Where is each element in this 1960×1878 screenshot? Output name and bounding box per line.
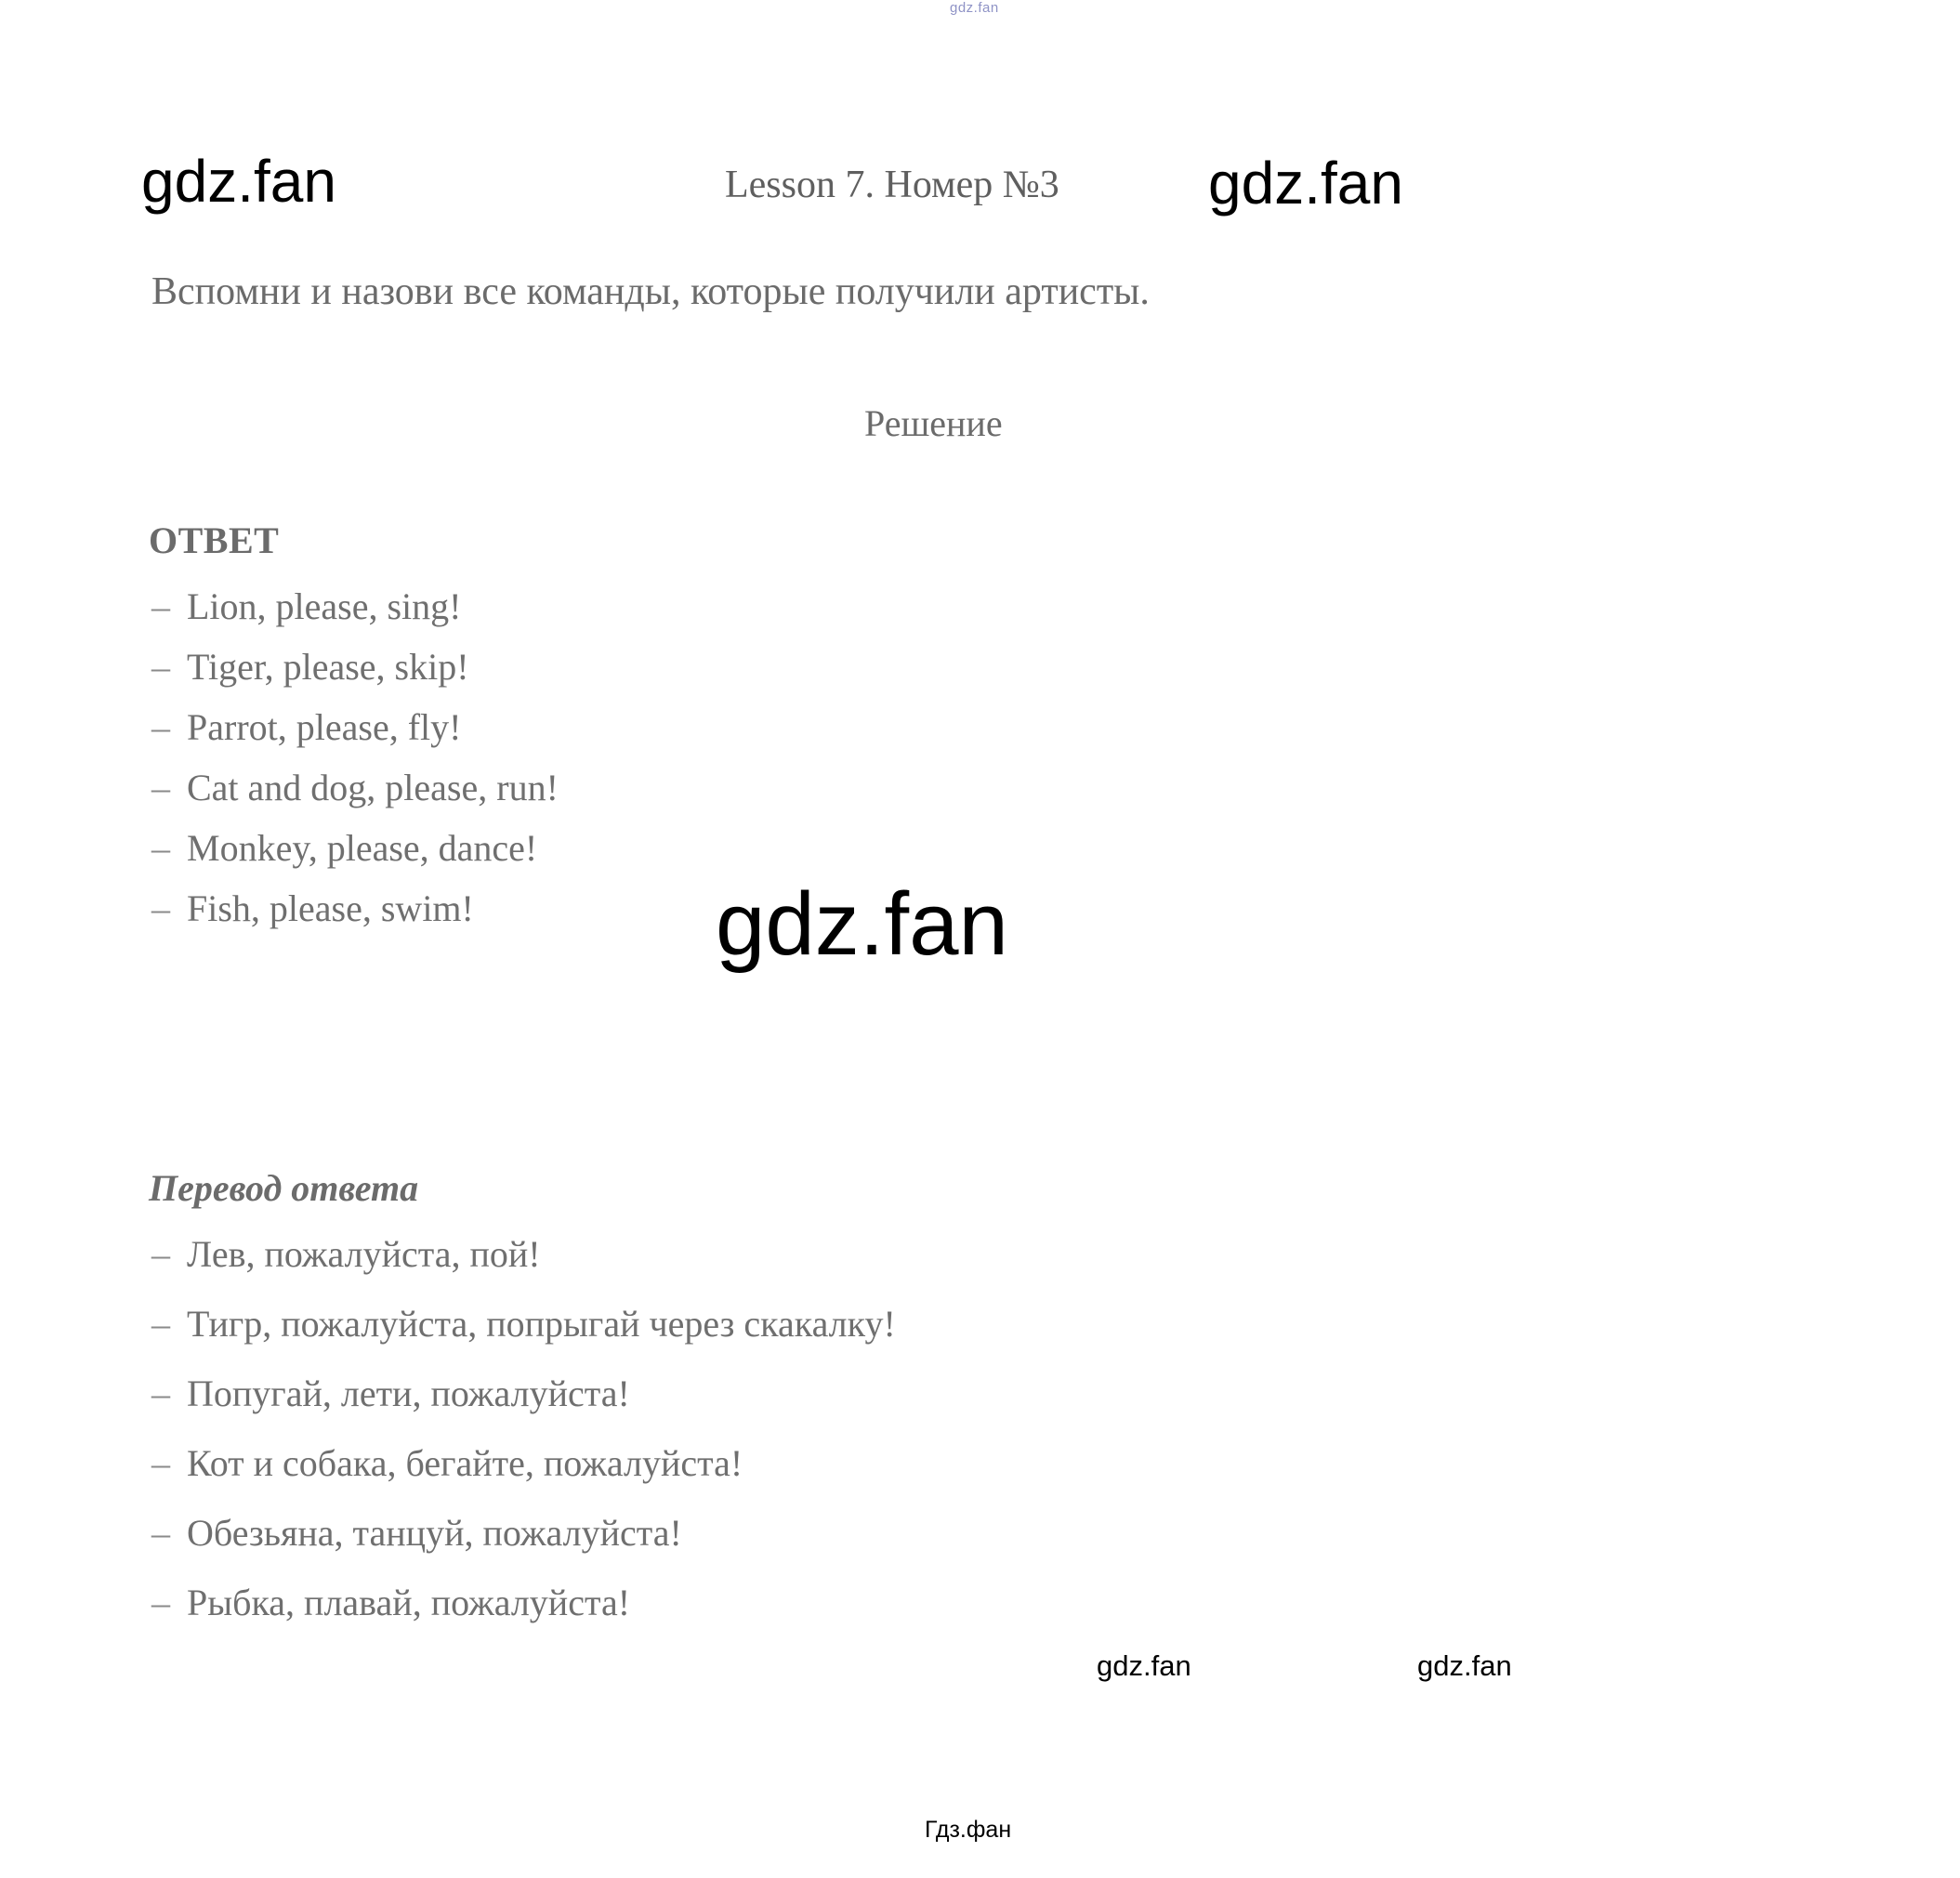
answer-item-text: Cat and dog, please, run! (187, 767, 559, 808)
watermark-title-right: gdz.fan (1208, 150, 1403, 217)
watermark-title-left: gdz.fan (141, 148, 336, 215)
translation-item-text: Лев, пожалуйста, пой! (187, 1233, 541, 1275)
bullet-dash: – (151, 887, 170, 929)
answer-item-text: Tiger, please, skip! (187, 646, 469, 688)
translation-item-text: Обезьяна, танцуй, пожалуйста! (187, 1512, 682, 1554)
watermark-bottom: Гдз.фан (925, 1817, 1012, 1843)
task-statement: Вспомни и назови все команды, которые получили артисты. (151, 270, 1150, 313)
list-item (151, 1372, 896, 1445)
answer-item-text: Lion, please, sing! (187, 585, 462, 627)
translation-item-text: Тигр, пожалуйста, попрыгай через скакалку! (187, 1303, 896, 1345)
answer-item-text: Fish, please, swim! (187, 887, 474, 929)
list-item (151, 706, 559, 769)
list-item (151, 1442, 896, 1515)
list-item (151, 1584, 896, 1654)
list-item (151, 1512, 896, 1584)
translation-item-text: Попугай, лети, пожалуйста! (187, 1372, 630, 1414)
watermark-small-left: gdz.fan (1097, 1649, 1191, 1682)
bullet-dash: – (151, 706, 170, 748)
answer-item-text: Monkey, please, dance! (187, 827, 538, 869)
page-title: Lesson 7. Номер №3 (725, 164, 1059, 206)
bullet-dash: – (151, 1233, 170, 1275)
answer-list (151, 585, 559, 951)
bullet-dash: – (151, 1442, 170, 1484)
bullet-dash: – (151, 1303, 170, 1345)
watermark-center: gdz.fan (716, 874, 1008, 974)
list-item (151, 887, 559, 951)
list-item (151, 1233, 896, 1306)
translation-item-text: Кот и собака, бегайте, пожалуйста! (187, 1442, 743, 1484)
answer-heading: ОТВЕТ (149, 519, 280, 561)
solution-label: Решение (864, 402, 1003, 444)
list-item (151, 827, 559, 890)
bullet-dash: – (151, 767, 170, 808)
bullet-dash: – (151, 1582, 170, 1623)
watermark-small-right: gdz.fan (1417, 1649, 1512, 1682)
bullet-dash: – (151, 585, 170, 627)
list-item (151, 646, 559, 709)
list-item (151, 769, 559, 830)
list-item (151, 1303, 896, 1375)
bullet-dash: – (151, 646, 170, 688)
translation-item-text: Рыбка, плавай, пожалуйста! (187, 1582, 631, 1623)
bullet-dash: – (151, 1512, 170, 1554)
translation-list (151, 1233, 896, 1654)
bullet-dash: – (151, 1372, 170, 1414)
watermark-top-tiny: gdz.fan (950, 0, 999, 16)
bullet-dash: – (151, 827, 170, 869)
list-item (151, 585, 559, 649)
translation-heading: Перевод ответа (149, 1167, 419, 1209)
answer-item-text: Parrot, please, fly! (187, 706, 462, 748)
